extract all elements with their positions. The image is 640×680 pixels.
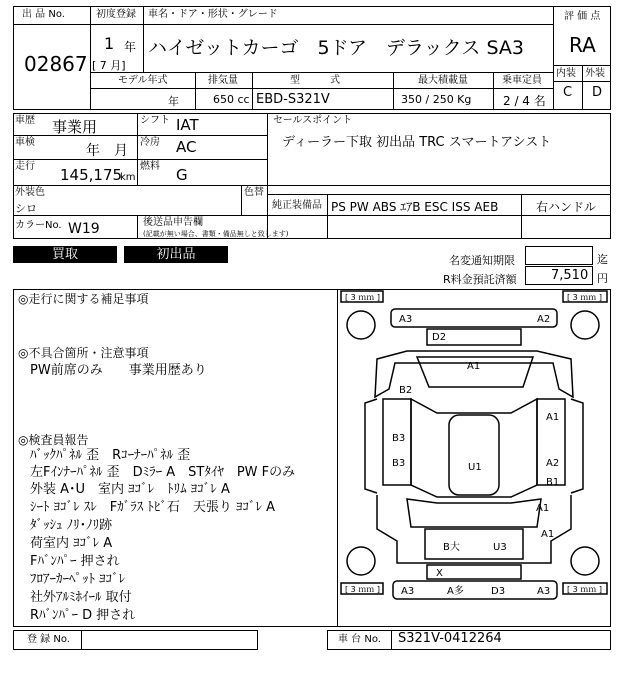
sales-point-label: セールスポイント — [273, 115, 353, 126]
interior-label: 内装 — [556, 68, 576, 79]
report-line: 外装 A･U 室内 ﾖｺﾞﾚ ﾄﾘﾑ ﾖｺﾞﾚ A — [30, 482, 230, 497]
load-label: 最大積載量 — [418, 75, 468, 86]
tire-depth-rear-left: [ 3 ｍｍ ] — [345, 293, 380, 302]
windshield — [407, 499, 541, 527]
fuel-label: 燃料 — [140, 161, 160, 172]
first-reg-year: 1 — [104, 34, 115, 53]
mark-front-x: X — [436, 568, 443, 579]
mark-rear-a2: A2 — [537, 314, 551, 325]
mark-bumper-a3-left: A3 — [401, 586, 415, 597]
mark-right-a2: A2 — [546, 458, 560, 469]
tire-depth-rear-right: [ 3 ｍｍ ] — [567, 293, 602, 302]
hood — [425, 529, 523, 559]
report-line: ｼｰﾄ ﾖｺﾞﾚ ｽﾚ Fｶﾞﾗｽ ﾄﾋﾞ石 天張り ﾖｺﾞﾚ A — [30, 500, 276, 515]
model-year-label: モデル年式 — [118, 75, 168, 86]
report-line: ﾊﾞｯｸﾊﾟﾈﾙ 歪 Rｺｰﾅｰﾊﾟﾈﾙ 歪 — [30, 448, 191, 463]
lot-no-label: 出 品 No. — [22, 9, 65, 20]
exterior-grade: D — [592, 85, 603, 100]
wheel-rear-right — [571, 311, 599, 339]
wheel-rear-left — [347, 311, 375, 339]
shift-label: シフト — [140, 115, 170, 126]
first-reg-month: [ 7 月] — [92, 59, 126, 72]
first-reg-label: 初度登録 — [96, 9, 136, 20]
first-reg-year-unit: 年 — [124, 40, 137, 54]
grade-label: 評 価 点 — [564, 11, 601, 22]
mark-roof-a1: A1 — [467, 361, 481, 372]
mark-left-b3-lower: B3 — [392, 458, 406, 469]
mark-hood-b-large: B大 — [443, 542, 460, 553]
inspector-title: ◎検査員報告 — [18, 433, 89, 447]
chassis-label: 車 台 No. — [338, 634, 381, 645]
transfer-deadline-box — [525, 246, 593, 265]
history-label: 車歴 — [15, 115, 35, 126]
roof-outline — [411, 399, 537, 497]
lot-no: 02867 — [24, 52, 88, 76]
report-line: Fﾊﾞﾝﾊﾟｰ 押され — [30, 554, 120, 569]
mark-right-a1-mid: A1 — [536, 503, 550, 514]
capacity-label: 乗車定員 — [502, 75, 542, 86]
reg-no-label: 登 録 No. — [27, 634, 70, 645]
wheel-front-right — [571, 547, 599, 575]
mark-rear-a3: A3 — [399, 314, 413, 325]
displacement-label: 排気量 — [208, 75, 238, 86]
color-label: 外装色 — [15, 187, 45, 198]
shift: IAT — [176, 116, 199, 134]
body-color: シロ — [15, 202, 37, 215]
ac: AC — [176, 138, 197, 156]
sales-point: ディーラー下取 初出品 TRC スマートアシスト — [282, 135, 552, 150]
model-label: 型 式 — [290, 75, 340, 86]
model-code: EBD-S321V — [256, 92, 330, 107]
inspection: 年 月 — [86, 143, 128, 159]
mileage: 145,175 — [60, 166, 123, 184]
driving-notes-title: ◎走行に関する補足事項 — [18, 292, 149, 306]
mark-right-a1-upper: A1 — [546, 412, 560, 423]
car-damage-diagram — [337, 289, 611, 627]
steering: 右ハンドル — [536, 200, 597, 214]
car-name: ハイゼットカーゴ 5ドア デラックス SA3 — [148, 37, 524, 59]
max-load: 350 / 250 Kg — [401, 93, 472, 106]
right-side-panel — [571, 399, 583, 493]
equipment: PS PW ABS ｴｱB ESC ISS AEB — [331, 200, 499, 214]
car-name-label: 車名・ドア・形状・グレード — [148, 9, 278, 20]
mark-roof-u1: U1 — [468, 462, 482, 473]
history: 事業用 — [52, 118, 98, 136]
report-line: Rﾊﾞﾝﾊﾟｰ D 押され — [30, 608, 136, 623]
first-listing-badge: 初出品 — [124, 246, 228, 263]
rear-bumper — [391, 309, 557, 327]
transfer-deadline-unit: 迄 — [597, 253, 608, 266]
color-no-label: カラーNo. — [15, 220, 62, 231]
front-bumper — [393, 581, 557, 599]
mark-hood-u3: U3 — [493, 542, 507, 553]
recycle-unit: 円 — [597, 272, 608, 285]
defects-title: ◎不具合箇所・注意事項 — [18, 346, 149, 360]
color-change-label: 色替 — [244, 187, 264, 198]
interior-grade: C — [563, 85, 573, 100]
mark-left-b3-upper: B3 — [392, 433, 406, 444]
equipment-label: 純正装備品 — [272, 200, 322, 211]
report-line: 社外ｱﾙﾐﾎｲｰﾙ 取付 — [30, 590, 132, 605]
inspection-label: 車検 — [15, 137, 35, 148]
displacement: 650 cc — [213, 93, 250, 106]
transfer-deadline-label: 名変通知期限 — [449, 254, 515, 267]
mark-bumper-d3: D3 — [491, 586, 506, 597]
recycle-fee: 7,510 — [551, 268, 589, 283]
purchase-badge: 買取 — [13, 246, 117, 263]
model-year-unit: 年 — [168, 95, 179, 108]
mileage-label: 走行 — [15, 161, 35, 172]
mark-right-b1: B1 — [546, 477, 560, 488]
roof-panel — [449, 415, 499, 495]
defects-text: PW前席のみ 事業用歴あり — [30, 363, 207, 378]
mark-left-b2: B2 — [399, 385, 413, 396]
fuel: G — [176, 166, 188, 184]
mark-bumper-a3-right: A3 — [537, 586, 551, 597]
mark-bumper-a-large: A多 — [447, 586, 464, 597]
report-line: ﾀﾞｯｼｭ ﾉﾘ･ﾉﾘ跡 — [30, 518, 113, 533]
mileage-unit: km — [120, 172, 136, 183]
report-line: 左Fｲﾝﾅｰﾊﾟﾈﾙ 歪 Dﾐﾗｰ A STﾀｲﾔ PW Fのみ — [30, 465, 296, 480]
capacity: 2 / 4 名 — [503, 94, 546, 108]
chassis-no: S321V-0412264 — [398, 631, 502, 646]
tire-depth-front-left: [ 3 ｍｍ ] — [345, 585, 380, 594]
ac-label: 冷房 — [140, 137, 160, 148]
left-side-panel — [365, 399, 377, 493]
tire-depth-front-right: [ 3 ｍｍ ] — [567, 585, 602, 594]
exterior-label: 外装 — [585, 68, 605, 79]
overall-grade: RA — [569, 33, 596, 57]
color-no: W19 — [68, 221, 100, 237]
declaration-label: 後送品申告欄 — [143, 217, 203, 228]
declaration-note: (記載が無い場合、書類・備品無しと致します) — [143, 230, 289, 238]
report-line: ﾌﾛｱｰｶｰﾍﾟｯﾄ ﾖｺﾞﾚ — [30, 572, 126, 587]
wheel-front-left — [347, 547, 375, 575]
report-line: 荷室内 ﾖｺﾞﾚ A — [30, 536, 113, 551]
recycle-label: R料金預託済額 — [443, 273, 517, 286]
mark-rear-d2: D2 — [432, 332, 447, 343]
mark-right-a1-lower: A1 — [541, 529, 555, 540]
